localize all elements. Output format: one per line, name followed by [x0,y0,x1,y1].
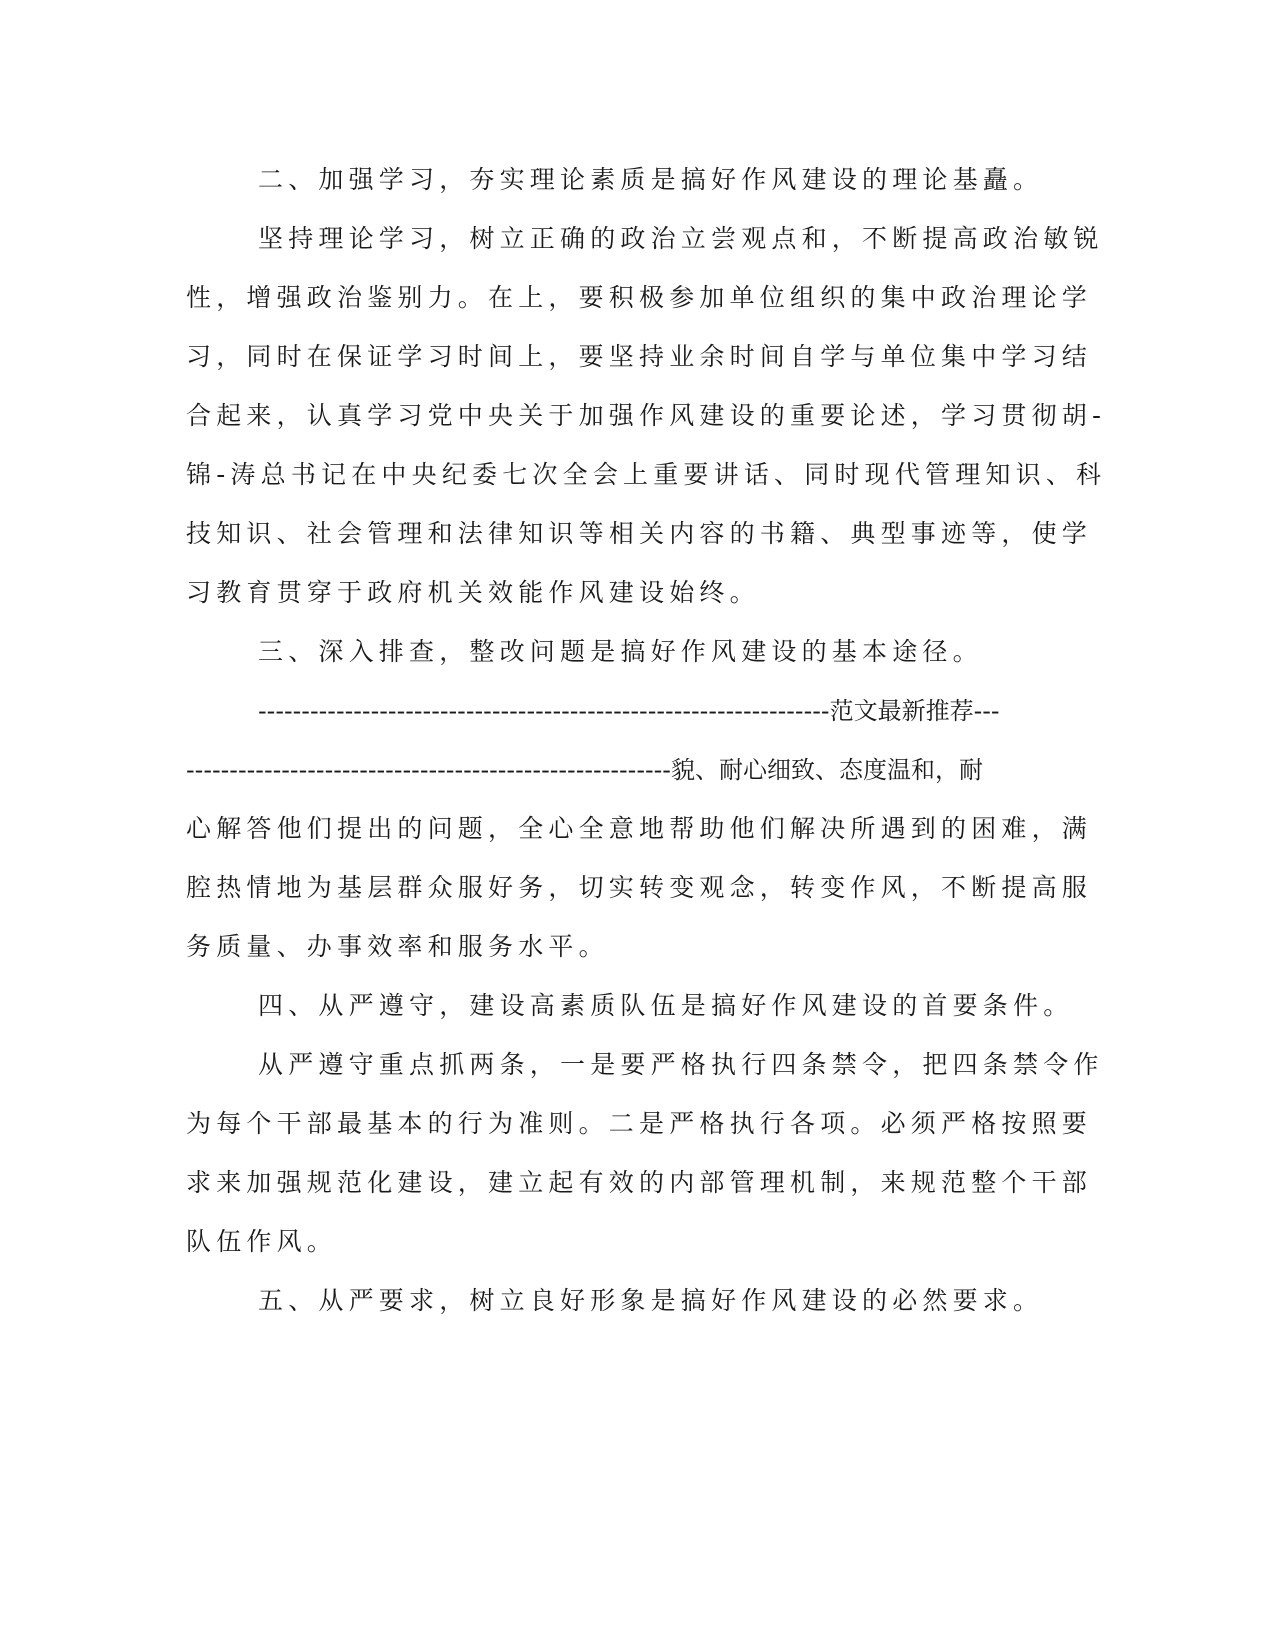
paragraph-line: 习，同时在保证学习时间上，要坚持业余时间自学与单位集中学习结 [186,342,1093,371]
paragraph-line: 合起来，认真学习党中央关于加强作风建设的重要论述，学习贯彻胡- [186,401,1107,430]
paragraph-line: 性，增强政治鉴别力。在上，要积极参加单位组织的集中政治理论学 [186,283,1093,312]
paragraph-line: 心解答他们提出的问题，全心全意地帮助他们解决所遇到的困难，满 [186,814,1093,843]
paragraph-line: 从严遵守重点抓两条，一是要严格执行四条禁令，把四条禁令作 [258,1050,1104,1079]
paragraph-line: 技知识、社会管理和法律知识等相关内容的书籍、典型事迹等，使学 [186,519,1093,548]
paragraph-line: 坚持理论学习，树立正确的政治立尝观点和，不断提高政治敏锐 [258,224,1104,253]
paragraph-line: 队伍作风。 [186,1227,338,1256]
paragraph-line: 求来加强规范化建设，建立起有效的内部管理机制，来规范整个干部 [186,1168,1093,1197]
paragraph-line: 腔热情地为基层群众服好务，切实转变观念，转变作风，不断提高服 [186,873,1093,902]
paragraph-line: 务质量、办事效率和服务水平。 [186,932,609,961]
section-heading-4: 四、从严遵守，建设高素质队伍是搞好作风建设的首要条件。 [258,991,1074,1020]
paragraph-line: 习教育贯穿于政府机关效能作风建设始终。 [186,578,760,607]
paragraph-line: 为每个干部最基本的行为准则。二是严格执行各项。必须严格按照要 [186,1109,1093,1138]
section-heading-2: 二、加强学习，夯实理论素质是搞好作风建设的理论基矗。 [258,165,1044,194]
section-heading-3: 三、深入排查，整改问题是搞好作风建设的基本途径。 [258,637,983,666]
paragraph-line: 锦-涛总书记在中央纪委七次全会上重要讲话、同时现代管理知识、科 [186,460,1107,489]
section-heading-5: 五、从严要求，树立良好形象是搞好作风建设的必然要求。 [258,1286,1044,1315]
recommendation-divider-continued: --------------------------------------------------------貌、耐心细致、态度温和，耐 [186,756,983,784]
recommendation-divider: ------------------------------------------------------------------范文最新推荐--- [258,697,1000,725]
